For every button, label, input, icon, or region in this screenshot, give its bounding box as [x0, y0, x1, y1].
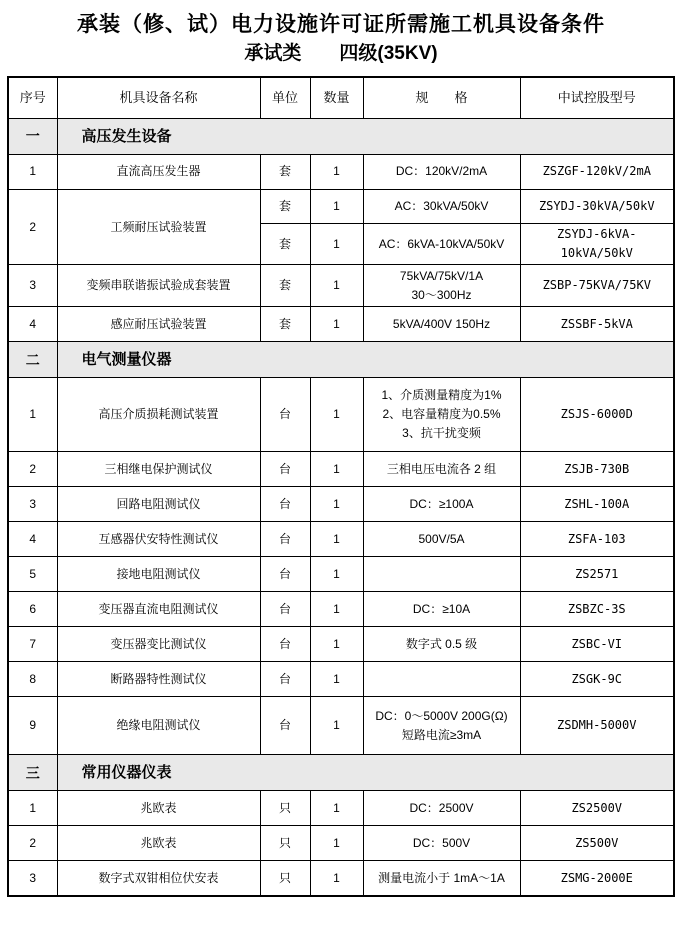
cell-model: ZSFA-103 [520, 522, 674, 557]
cell-unit: 台 [260, 627, 310, 662]
cell-model: ZS2500V [520, 791, 674, 826]
cell-unit: 套 [260, 155, 310, 190]
table-row [8, 452, 674, 487]
cell-unit: 台 [260, 697, 310, 755]
cell-spec [363, 265, 520, 307]
spec-line: 30～300Hz [411, 287, 472, 302]
table-row [8, 662, 674, 697]
section-title: 电气测量仪器 [57, 342, 674, 378]
cell-name: 高压介质损耗测试装置 [57, 378, 260, 452]
cell-name: 三相继电保护测试仪 [57, 452, 260, 487]
header-model: 中试控股型号 [520, 77, 674, 119]
cell-index: 9 [8, 697, 57, 755]
cell-index: 7 [8, 627, 57, 662]
cell-model: ZSJB-730B [520, 452, 674, 487]
cell-spec [363, 697, 520, 755]
cell-spec: 5kVA/400V 150Hz [363, 307, 520, 342]
cell-spec: AC：6kVA-10kVA/50kV [363, 224, 520, 265]
cell-model: ZSSBF-5kVA [520, 307, 674, 342]
header-spec: 规 格 [363, 77, 520, 119]
cell-name: 直流高压发生器 [57, 155, 260, 190]
cell-qty: 1 [310, 861, 363, 896]
cell-model: ZSJS-6000D [520, 378, 674, 452]
table-row [8, 487, 674, 522]
table-row [8, 697, 674, 755]
table-header-row [8, 77, 674, 119]
cell-qty: 1 [310, 155, 363, 190]
cell-index: 2 [8, 826, 57, 861]
section-index: 三 [8, 755, 57, 791]
section-header-row [8, 342, 674, 378]
cell-qty: 1 [310, 224, 363, 265]
cell-model: ZSYDJ-6kVA-10kVA/50kV [520, 224, 674, 265]
cell-name: 互感器伏安特性测试仪 [57, 522, 260, 557]
cell-qty: 1 [310, 627, 363, 662]
cell-model: ZS500V [520, 826, 674, 861]
cell-qty: 1 [310, 487, 363, 522]
cell-index: 1 [8, 378, 57, 452]
cell-spec [363, 662, 520, 697]
cell-index: 1 [8, 155, 57, 190]
cell-index: 3 [8, 265, 57, 307]
cell-qty: 1 [310, 697, 363, 755]
section-header-row [8, 119, 674, 155]
cell-qty: 1 [310, 592, 363, 627]
cell-name: 断路器特性测试仪 [57, 662, 260, 697]
cell-unit: 台 [260, 452, 310, 487]
cell-qty: 1 [310, 826, 363, 861]
cell-name: 回路电阻测试仪 [57, 487, 260, 522]
cell-spec [363, 557, 520, 592]
section-index: 一 [8, 119, 57, 155]
header-unit: 单位 [260, 77, 310, 119]
cell-unit: 台 [260, 557, 310, 592]
table-row [8, 627, 674, 662]
cell-spec [363, 378, 520, 452]
cell-model: ZSBC-VI [520, 627, 674, 662]
cell-index: 3 [8, 487, 57, 522]
cell-unit: 台 [260, 487, 310, 522]
cell-unit: 套 [260, 224, 310, 265]
cell-index: 3 [8, 861, 57, 896]
section-header-row [8, 755, 674, 791]
cell-spec: AC：30kVA/50kV [363, 190, 520, 224]
spec-line: 75kVA/75kV/1A [399, 268, 484, 283]
cell-model: ZSDMH-5000V [520, 697, 674, 755]
cell-unit: 台 [260, 378, 310, 452]
cell-name: 变频串联谐振试验成套装置 [57, 265, 260, 307]
table-row [8, 522, 674, 557]
cell-unit: 台 [260, 592, 310, 627]
cell-qty: 1 [310, 662, 363, 697]
section-title: 常用仪器仪表 [57, 755, 674, 791]
cell-spec: DC：2500V [363, 791, 520, 826]
cell-index: 2 [8, 452, 57, 487]
cell-name: 感应耐压试验装置 [57, 307, 260, 342]
title-block [0, 10, 682, 68]
cell-qty: 1 [310, 791, 363, 826]
cell-name: 数字式双钳相位伏安表 [57, 861, 260, 896]
cell-qty: 1 [310, 265, 363, 307]
spec-line: 短路电流≥3mA [401, 727, 482, 742]
cell-qty: 1 [310, 307, 363, 342]
cell-spec: 500V/5A [363, 522, 520, 557]
table-row [8, 155, 674, 190]
cell-index: 4 [8, 307, 57, 342]
cell-model: ZSGK-9C [520, 662, 674, 697]
table-row [8, 826, 674, 861]
header-name: 机具设备名称 [57, 77, 260, 119]
equipment-table [7, 76, 675, 897]
cell-unit: 套 [260, 265, 310, 307]
header-qty: 数量 [310, 77, 363, 119]
cell-spec: 数字式 0.5 级 [363, 627, 520, 662]
cell-name: 接地电阻测试仪 [57, 557, 260, 592]
table-row [8, 791, 674, 826]
spec-line: 2、电容量精度为0.5% [382, 407, 501, 422]
cell-index: 6 [8, 592, 57, 627]
section-title: 高压发生设备 [57, 119, 674, 155]
cell-unit: 只 [260, 861, 310, 896]
cell-model: ZSMG-2000E [520, 861, 674, 896]
page-title: 承装（修、试）电力设施许可证所需施工机具设备条件 [77, 13, 605, 36]
section-index: 二 [8, 342, 57, 378]
cell-spec: 三相电压电流各 2 组 [363, 452, 520, 487]
cell-index: 8 [8, 662, 57, 697]
cell-name: 绝缘电阻测试仪 [57, 697, 260, 755]
cell-unit: 台 [260, 662, 310, 697]
cell-name: 兆欧表 [57, 791, 260, 826]
header-index: 序号 [8, 77, 57, 119]
cell-unit: 只 [260, 791, 310, 826]
cell-spec: DC：≥100A [363, 487, 520, 522]
table-row [8, 265, 674, 307]
spec-line: DC：0～5000V 200G(Ω) [375, 708, 508, 723]
cell-qty: 1 [310, 452, 363, 487]
cell-qty: 1 [310, 190, 363, 224]
table-row [8, 307, 674, 342]
cell-index: 5 [8, 557, 57, 592]
table-row [8, 557, 674, 592]
table-row [8, 861, 674, 896]
cell-unit: 套 [260, 307, 310, 342]
table-row [8, 190, 674, 224]
cell-model: ZSYDJ-30kVA/50kV [520, 190, 674, 224]
cell-unit: 套 [260, 190, 310, 224]
cell-model: ZSBZC-3S [520, 592, 674, 627]
cell-index: 1 [8, 791, 57, 826]
cell-spec: 测量电流小于 1mA～1A [363, 861, 520, 896]
cell-spec: DC：≥10A [363, 592, 520, 627]
cell-unit: 只 [260, 826, 310, 861]
cell-model: ZSHL-100A [520, 487, 674, 522]
spec-line: 3、抗干扰变频 [402, 426, 481, 441]
table-row [8, 378, 674, 452]
cell-name: 变压器直流电阻测试仪 [57, 592, 260, 627]
cell-index: 2 [8, 190, 57, 265]
table-row [8, 592, 674, 627]
cell-name: 兆欧表 [57, 826, 260, 861]
cell-model: ZSZGF-120kV/2mA [520, 155, 674, 190]
cell-unit: 台 [260, 522, 310, 557]
cell-name: 工频耐压试验装置 [57, 190, 260, 265]
cell-spec: DC：500V [363, 826, 520, 861]
cell-qty: 1 [310, 378, 363, 452]
cell-model: ZS2571 [520, 557, 674, 592]
cell-name: 变压器变比测试仪 [57, 627, 260, 662]
cell-index: 4 [8, 522, 57, 557]
spec-line: 1、介质测量精度为1% [381, 388, 502, 403]
cell-qty: 1 [310, 522, 363, 557]
cell-model: ZSBP-75KVA/75KV [520, 265, 674, 307]
cell-spec: DC：120kV/2mA [363, 155, 520, 190]
cell-qty: 1 [310, 557, 363, 592]
page-subtitle: 承试类 四级(35KV) [244, 43, 438, 64]
